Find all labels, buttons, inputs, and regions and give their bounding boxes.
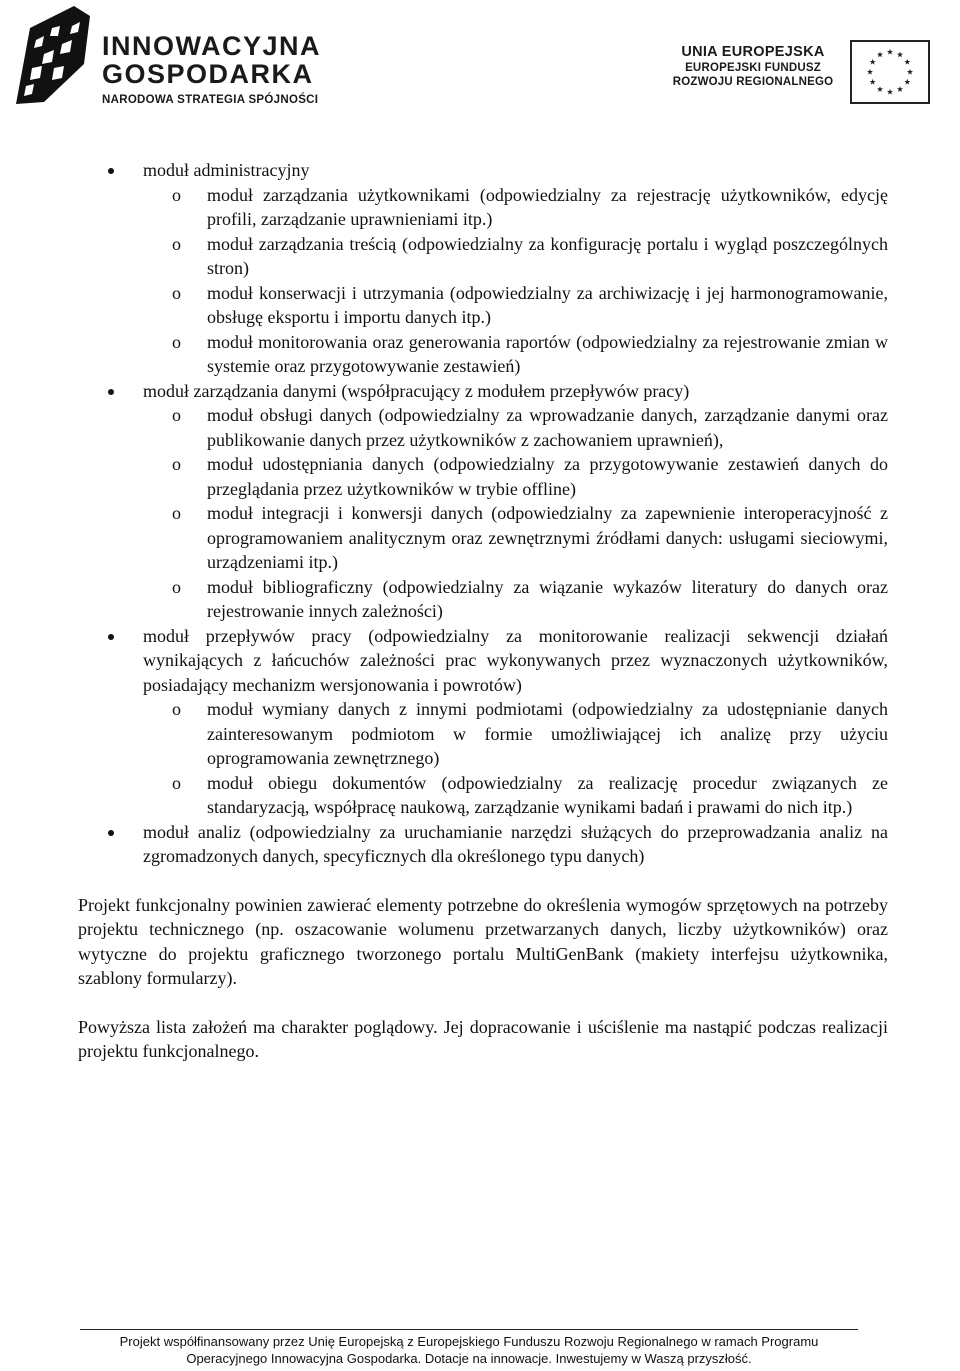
sub-list-item-text: moduł monitorowania oraz generowania raportów (odpowiedzialny za rejestrowanie zmian w systemie oraz przygotowywanie zestawień) — [207, 331, 888, 376]
sub-bullet-marker: o — [172, 405, 181, 425]
document-body — [78, 158, 888, 1064]
sub-bullet-marker: o — [172, 699, 181, 719]
paragraph-overview: Powyższa lista założeń ma charakter poglądowy. Jej dopracowanie i uściślenie ma nastąpić podczas realizacji projektu funkcjonalnego. — [78, 1016, 888, 1061]
sub-list-item-text: moduł obsługi danych (odpowiedzialny za wprowadzanie danych, zarządzanie danymi oraz publikowanie danych przez użytkowników z zachowaniem uprawnień), — [207, 405, 888, 450]
sub-list-item-text: moduł wymiany danych z innymi podmiotami (odpowiedzialny za udostępnianie danych zainteresowanym podmiotom w formie umożliwiającej ich analizę przy użyciu oprogramowania zewnętrznego) — [207, 699, 888, 768]
list-item-text: moduł przepływów pracy (odpowiedzialny za monitorowanie realizacji sekwencji działań wynikających z łańcuchów zależności prac wykonywanych przez wyznaczonych użytkowników, posiadający mechanizm wersjonowania i powrotów) — [143, 625, 888, 695]
sub-list-item-text: moduł udostępniania danych (odpowiedzialny za przygotowywanie zestawień danych do przeglądania przez użytkowników w trybie offline) — [207, 454, 888, 499]
list-item — [78, 379, 888, 404]
list-item — [78, 624, 888, 698]
sub-list-item — [78, 232, 888, 281]
sub-list-item — [78, 281, 888, 330]
sub-list-item-text: moduł bibliograficzny (odpowiedzialny za wiązanie wykazów literatury do danych oraz rejestrowanie innych zależności) — [207, 576, 888, 621]
sub-list-item-text: moduł zarządzania użytkownikami (odpowiedzialny za rejestrację użytkowników, edycję profili, zarządzanie uprawnieniami itp.) — [207, 184, 888, 229]
module-list — [78, 158, 888, 869]
list-item — [78, 820, 888, 869]
bullet-icon — [108, 830, 114, 836]
eu-logo-line3: ROZWOJU REGIONALNEGO — [672, 76, 834, 88]
logo-title-line1: INNOWACYJNA — [102, 31, 322, 61]
eu-logo-line2: EUROPEJSKI FUNDUSZ — [685, 62, 821, 74]
sub-bullet-marker: o — [172, 503, 181, 523]
sub-list-item-text: moduł integracji i konwersji danych (odpowiedzialny za zapewnienie interoperacyjność z oprogramowaniem analitycznym oraz zewnętrznymi źródłami danych: usługami sieciowymi, urządzeniami itp.) — [207, 503, 888, 572]
sub-bullet-marker: o — [172, 772, 181, 793]
bullet-icon — [108, 168, 114, 174]
sub-bullet-marker: o — [172, 282, 181, 303]
sub-list-item-text: moduł zarządzania treścią (odpowiedzialny za konfigurację portalu i wygląd poszczególnych stron) — [207, 233, 888, 278]
list-item — [78, 158, 888, 183]
sub-list-item — [78, 183, 888, 232]
innovative-economy-logo-icon — [14, 6, 92, 106]
sub-list-item — [78, 697, 888, 771]
sub-bullet-marker: o — [172, 184, 181, 205]
list-item-text: moduł zarządzania danymi (współpracujący z modułem przepływów pracy) — [143, 380, 690, 401]
page-footer — [80, 1329, 858, 1367]
sub-list-item — [78, 501, 888, 575]
list-item-text: moduł administracyjny — [143, 160, 310, 180]
logo-title-line2: GOSPODARKA — [102, 59, 314, 89]
sub-list-item — [78, 575, 888, 624]
innovative-economy-logo — [14, 6, 354, 106]
sub-list-item — [78, 330, 888, 379]
sub-list-item-text: moduł konserwacji i utrzymania (odpowiedzialny za archiwizację i jej harmonogramowanie, obsługę eksportu i importu danych itp.) — [207, 282, 888, 327]
sub-list-item-text: moduł obiegu dokumentów (odpowiedzialny za realizację procedur związanych ze standaryzacją, współpracę naukową, zarządzanie wynikami badań i prawami do nich itp.) — [207, 772, 888, 817]
sub-bullet-marker: o — [172, 454, 181, 474]
eu-logo-line1: UNIA EUROPEJSKA — [681, 44, 825, 60]
sub-list-item — [78, 771, 888, 820]
page-header — [0, 0, 960, 120]
sub-list-item — [78, 452, 888, 501]
logo-subtitle: NARODOWA STRATEGIA SPÓJNOŚCI — [102, 94, 319, 106]
paragraph-functional-project: Projekt funkcjonalny powinien zawierać elementy potrzebne do określenia wymogów sprzętowych na potrzeby projektu technicznego (np. oszacowanie wolumenu przetwarzanych danych, liczby użytkowników) oraz wytyczne do projektu graficznego tworzonego portalu MultiGenBank (makiety interfejsu użytkownika, szablony formularzy). — [78, 894, 888, 988]
list-item-text: moduł analiz (odpowiedzialny za uruchamianie narzędzi służących do przeprowadzania analiz na zgromadzonych danych, specyficznych dla określonego typu danych) — [143, 821, 888, 866]
eu-logo — [664, 40, 944, 104]
sub-bullet-marker: o — [172, 233, 181, 254]
eu-flag-icon — [850, 40, 930, 104]
sub-bullet-marker: o — [172, 576, 181, 597]
sub-list-item — [78, 403, 888, 452]
bullet-icon — [108, 389, 114, 395]
bullet-icon — [108, 634, 114, 640]
sub-bullet-marker: o — [172, 331, 181, 352]
footer-line1: Projekt współfinansowany przez Unię Europejską z Europejskiego Funduszu Rozwoju Regionalnego w ramach Programu — [119, 1334, 819, 1349]
footer-line2: Operacyjnego Innowacyjna Gospodarka. Dotacje na innowacje. Inwestujemy w Waszą przyszłość. — [186, 1351, 752, 1366]
